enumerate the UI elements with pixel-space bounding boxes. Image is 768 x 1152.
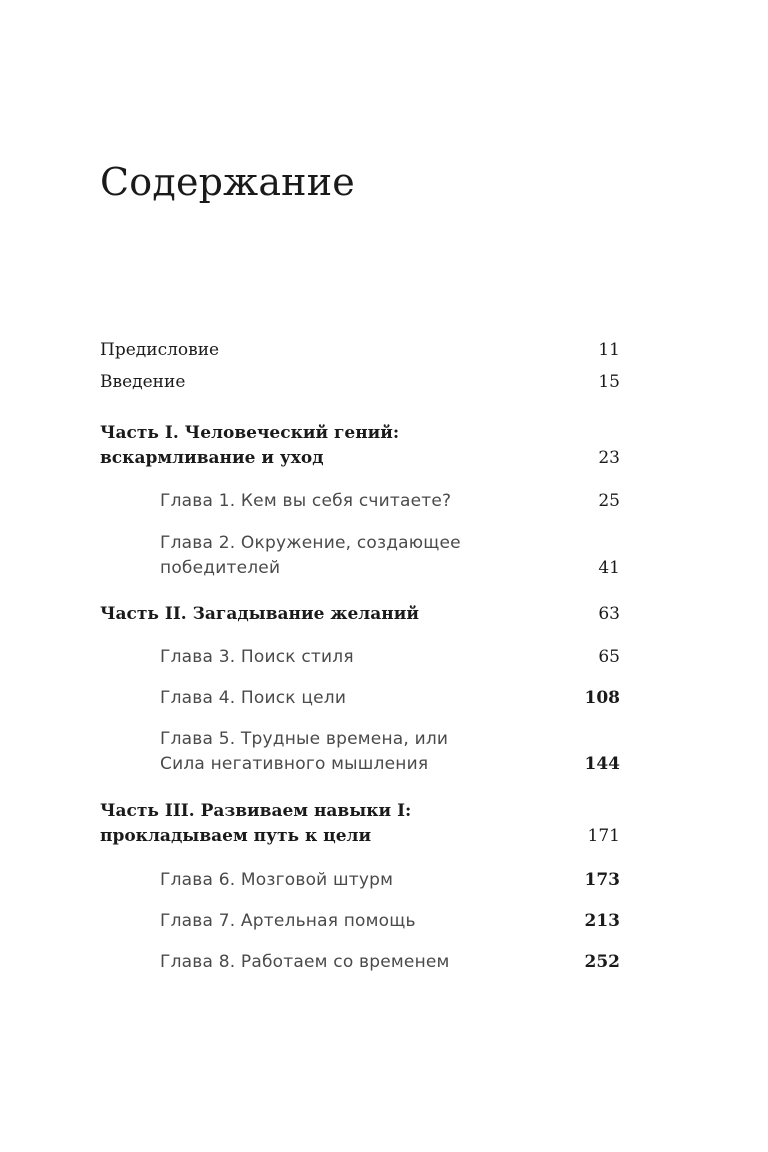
toc-entry-page: 65 bbox=[598, 647, 620, 667]
toc-entry-chapter-3[interactable] bbox=[100, 645, 620, 670]
toc-entry-title: Часть II. Загадывание желаний bbox=[100, 604, 419, 624]
toc-entry-title: Глава 3. Поиск стиля bbox=[160, 647, 354, 667]
toc-entry-page: 41 bbox=[598, 558, 620, 578]
toc-entry-title: Глава 8. Работаем со временем bbox=[160, 952, 450, 972]
toc-entry-page: 23 bbox=[598, 448, 620, 468]
toc-entry-title: Предисловие bbox=[100, 340, 220, 360]
toc-entry-chapter-8[interactable] bbox=[100, 950, 620, 975]
toc-entry-chapter-1[interactable] bbox=[100, 489, 620, 514]
toc-entry-page: 11 bbox=[598, 340, 620, 360]
toc-entry-page: 63 bbox=[598, 604, 620, 624]
toc-entry-page: 108 bbox=[584, 688, 620, 708]
toc-entry-page: 144 bbox=[584, 754, 620, 774]
toc-entry-title: Введение bbox=[100, 372, 186, 392]
toc-entry-title: Глава 2. Окружение, создающее победителей bbox=[160, 533, 461, 578]
toc-entry-chapter-2[interactable] bbox=[100, 531, 620, 581]
toc-entry-introduction[interactable] bbox=[100, 370, 620, 395]
toc-entry-page: 252 bbox=[584, 952, 620, 972]
toc-entry-chapter-4[interactable] bbox=[100, 686, 620, 711]
toc-entry-part-3[interactable] bbox=[100, 799, 620, 849]
toc-entry-title: Глава 5. Трудные времена, или Сила негативного мышления bbox=[160, 729, 449, 774]
toc-entry-title: Часть III. Развиваем навыки I: прокладываем путь к цели bbox=[100, 801, 412, 846]
toc-entry-page: 171 bbox=[587, 826, 620, 846]
toc-entry-chapter-5[interactable] bbox=[100, 727, 620, 777]
toc-entry-preface[interactable] bbox=[100, 338, 620, 363]
toc-entry-page: 15 bbox=[598, 372, 620, 392]
toc-entry-title: Глава 6. Мозговой штурм bbox=[160, 870, 394, 890]
toc-entry-part-2[interactable] bbox=[100, 602, 620, 627]
toc-entry-chapter-6[interactable] bbox=[100, 868, 620, 893]
toc-entry-page: 173 bbox=[584, 870, 620, 890]
toc-entry-title: Глава 1. Кем вы себя считаете? bbox=[160, 491, 452, 511]
toc-entry-page: 25 bbox=[598, 491, 620, 511]
toc-entry-title: Глава 7. Артельная помощь bbox=[160, 911, 416, 931]
toc-entry-part-1[interactable] bbox=[100, 421, 620, 471]
toc-entry-chapter-7[interactable] bbox=[100, 909, 620, 934]
toc-entry-title: Часть I. Человеческий гений: вскармливание и уход bbox=[100, 423, 400, 468]
toc-entry-title: Глава 4. Поиск цели bbox=[160, 688, 347, 708]
page-title: Содержание bbox=[100, 160, 355, 204]
toc-entry-page: 213 bbox=[584, 911, 620, 931]
